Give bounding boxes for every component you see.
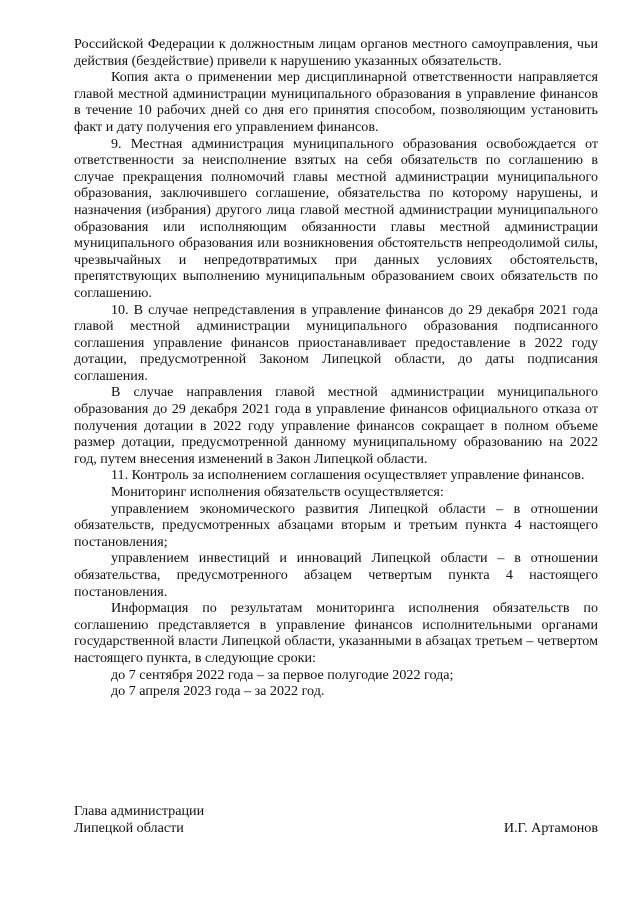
paragraph-deadline-2: до 7 апреля 2023 года – за 2022 год. <box>111 683 325 700</box>
paragraph-point-11: 11. Контроль за исполнением соглашения осуществляет управление финансов. <box>111 467 585 484</box>
signature-position <box>74 803 204 837</box>
paragraph-continuation: Российской Федерации к должностным лицам органов местного самоуправления, чьи действия (бездействие) привели к нарушению указанных обязательств. <box>74 36 598 69</box>
signature-position-line1: Глава администрации <box>74 803 205 819</box>
signature-position-line2: Липецкой области <box>74 820 184 836</box>
paragraph-subsidy-refusal: В случае направления главой местной администрации муниципального образования до 29 декабря 2021 года в управление финансов официального отказа от получения дотации в 2022 году управление финансов сокращает в полном объеме размер дотации, предусмотренной данному муниципальному образованию на 2022 год, путем внесения изменений в Закон Липецкой области. <box>74 384 598 467</box>
paragraph-monitoring-intro: Мониторинг исполнения обязательств осуществляется: <box>111 484 444 501</box>
signature-row <box>74 803 598 837</box>
document-body <box>74 36 598 700</box>
paragraph-point-9: 9. Местная администрация муниципального образования освобождается от ответственности за неисполнение взятых на себя обязательств по соглашению в случае прекращения полномочий главы местной администрации муниципального образования, заключившего соглашение, обязательства по которому нарушены, и назначения (избрания) другого лица главой местной администрации муниципального образования или исполняющим обязанности главы местной администрации муниципального образования или возникновения обстоятельств непреодолимой силы, чрезвычайных и непредотвратимых при данных условиях обстоятельств, препятствующих выполнению муниципальным образованием своих обязательств по соглашению. <box>74 135 598 301</box>
paragraph-deadline-1: до 7 сентября 2022 года – за первое полугодие 2022 года; <box>111 666 454 683</box>
signature-name: И.Г. Артамонов <box>503 820 598 836</box>
paragraph-monitoring-info: Информация по результатам мониторинга исполнения обязательств по соглашению представляется в управление финансов исполнительными органами государственной власти Липецкой области, указанными в абзацах третьем – четвертом настоящего пункта, в следующие сроки: <box>74 600 598 666</box>
signature-block <box>74 803 598 837</box>
paragraph-point-10: 10. В случае непредставления в управление финансов до 29 декабря 2021 года главой местной администрации муниципального образования подписанного соглашения управление финансов приостанавливает предоставление в 2022 году дотации, предусмотренной Законом Липецкой области, до даты подписания соглашения. <box>74 301 598 384</box>
paragraph-monitoring-economic: управлением экономического развития Липецкой области – в отношении обязательств, предусмотренных абзацами вторым и третьим пункта 4 настоящего постановления; <box>74 500 598 550</box>
paragraph-disciplinary-act-copy: Копия акта о применении мер дисциплинарной ответственности направляется главой местной администрации муниципального образования в управление финансов в течение 10 рабочих дней со дня его принятия способом, позволяющим установить факт и дату получения его управлением финансов. <box>74 69 598 135</box>
paragraph-monitoring-investment: управлением инвестиций и инноваций Липецкой области – в отношении обязательства, предусмотренного абзацем четвертым пункта 4 настоящего постановления. <box>74 550 598 600</box>
